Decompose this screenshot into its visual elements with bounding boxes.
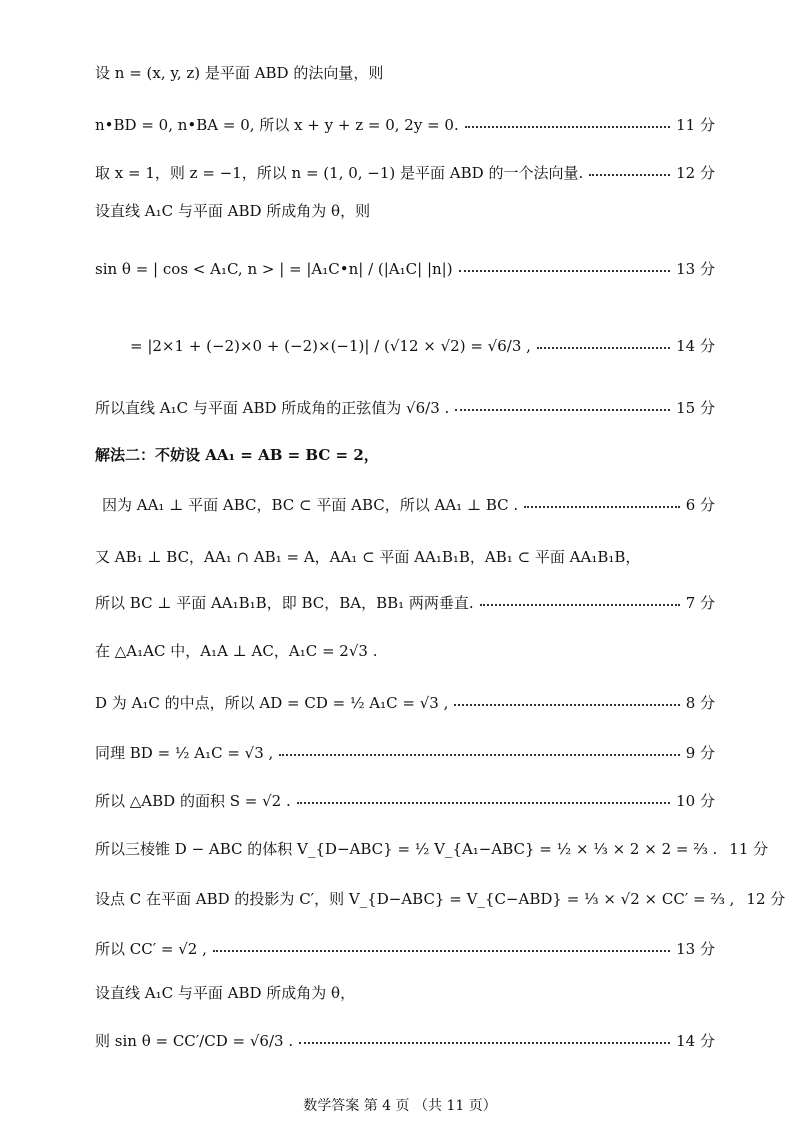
answer-line [95,1030,715,1051]
leader-dots [455,409,670,411]
score-mark: 12 分 [746,890,786,908]
solution-heading [95,444,715,465]
score-mark: 12 分 [676,164,715,182]
answer-text: n•BD = 0, n•BA = 0, 所以 x + y + z = 0, 2y = 0. [95,116,459,134]
answer-line [95,114,715,135]
answer-text: = |2×1 + (−2)×0 + (−2)×(−1)| / (√12 × √2) = √6/3 , [130,336,531,355]
answer-line [95,790,715,811]
score-mark: 8 分 [685,694,715,712]
answer-text: 设点 C 在平面 ABD 的投影为 C′，则 V_{D−ABC} = V_{C−ABD} = ⅓ × √2 × CC′ = ⅔ , [95,890,735,908]
leader-dots [465,126,670,128]
leader-dots [454,704,679,706]
answer-line [95,692,715,713]
answer-line [95,397,715,418]
score-mark: 15 分 [676,399,715,417]
leader-dots [297,802,670,804]
score-mark: 10 分 [676,792,715,810]
answer-text: sin θ = | cos < A₁C, n > | = |A₁C•n| / (|A₁C| |n|) [95,259,453,278]
answer-line [95,258,715,279]
score-mark: 11 分 [676,116,715,134]
answer-text: 在 △A₁AC 中，A₁A ⊥ AC，A₁C = 2√3 . [95,642,378,660]
score-mark: 7 分 [685,594,715,612]
answer-line [95,592,715,613]
answer-text: 所以 CC′ = √2 , [95,940,207,958]
answer-text: 所以直线 A₁C 与平面 ABD 所成角的正弦值为 √6/3 . [95,399,450,417]
answer-text: D 为 A₁C 的中点，所以 AD = CD = ½ A₁C = √3 , [95,694,449,712]
answer-line [95,888,786,909]
answer-line [95,62,715,83]
leader-dots [524,506,680,508]
score-mark: 13 分 [676,260,715,278]
leader-dots [279,754,679,756]
answer-line [95,162,715,183]
answer-line [95,546,715,567]
leader-dots [459,270,671,272]
answer-text: 同理 BD = ½ A₁C = √3 , [95,744,274,762]
leader-dots [213,950,670,952]
answer-text: 则 sin θ = CC′/CD = √6/3 . [95,1032,294,1050]
score-mark: 6 分 [685,496,715,514]
answer-line [95,200,715,221]
leader-dots [480,604,680,606]
answer-line [95,640,715,661]
score-mark: 14 分 [676,337,715,355]
answer-line [102,494,715,515]
answer-text: 解法二：不妨设 AA₁ = AB = BC = 2， [95,446,379,464]
answer-text: 所以 △ABD 的面积 S = √2 . [95,792,291,810]
score-mark: 13 分 [676,940,715,958]
leader-dots [589,174,670,176]
answer-line [95,938,715,959]
answer-line [95,838,769,859]
leader-dots [299,1042,670,1044]
leader-dots [537,347,670,349]
answer-text: 所以 BC ⊥ 平面 AA₁B₁B，即 BC，BA，BB₁ 两两垂直. [95,594,474,612]
score-mark: 11 分 [729,840,769,858]
answer-text: 因为 AA₁ ⊥ 平面 ABC，BC ⊂ 平面 ABC，所以 AA₁ ⊥ BC . [102,496,519,514]
answer-line [130,335,715,356]
score-mark: 9 分 [685,744,715,762]
answer-line [95,742,715,763]
answer-text: 设 n = (x, y, z) 是平面 ABD 的法向量，则 [95,64,384,82]
answer-text: 取 x = 1，则 z = −1，所以 n = (1, 0, −1) 是平面 ABD 的一个法向量. [95,164,584,182]
answer-text: 设直线 A₁C 与平面 ABD 所成角为 θ，则 [95,202,371,220]
answer-line [95,982,715,1003]
answer-text: 又 AB₁ ⊥ BC，AA₁ ∩ AB₁ = A，AA₁ ⊂ 平面 AA₁B₁B，AB₁ ⊂ 平面 AA₁B₁B， [95,548,641,566]
score-mark: 14 分 [676,1032,715,1050]
answer-text: 所以三棱锥 D − ABC 的体积 V_{D−ABC} = ½ V_{A₁−ABC} = ½ × ⅓ × 2 × 2 = ⅔ . [95,840,718,858]
page-footer: 数学答案 第 4 页 （共 11 页） [303,1098,497,1114]
answer-text: 设直线 A₁C 与平面 ABD 所成角为 θ， [95,984,356,1002]
